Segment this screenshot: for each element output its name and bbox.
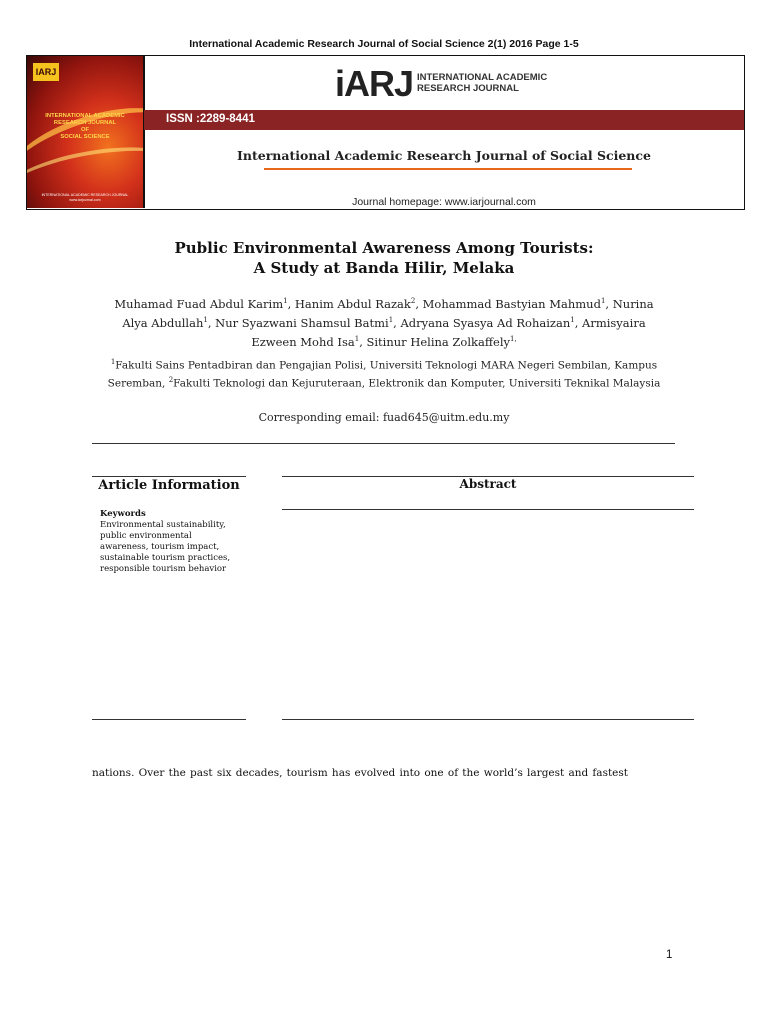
author-name: Mohammad Bastyian Mahmud: [422, 296, 601, 311]
affiliations: [96, 355, 672, 391]
issn-number: ISSN :2289-8441: [166, 113, 255, 125]
abstract-bottom-rule: [282, 719, 694, 720]
journal-name-underline: [264, 168, 632, 170]
keyword-line: responsible tourism behavior: [100, 564, 227, 574]
cover-title-line: OF: [80, 127, 90, 133]
issn-bar: [144, 110, 744, 130]
abstract-heading: Abstract: [459, 477, 517, 491]
author-list: [100, 293, 668, 349]
cover-footer-line: INTERNATIONAL ACADEMIC RESEARCH JOURNAL: [41, 193, 129, 197]
journal-homepage-link[interactable]: Journal homepage: www.iarjournal.com: [352, 196, 536, 208]
journal-masthead: [26, 55, 745, 210]
journal-name: International Academic Research Journal of Social Science: [237, 148, 651, 163]
author-separator: ,: [207, 315, 216, 330]
author-affiliation-mark: 1: [600, 297, 606, 305]
cover-title-line: INTERNATIONAL ACADEMIC: [45, 113, 125, 119]
author-name: Armisyaira Ezween Mohd Isa: [251, 315, 646, 349]
abstract-heading-rule: [282, 509, 694, 510]
affiliation-mark: 1: [110, 358, 116, 366]
author-name: Muhamad Fuad Abdul Karim: [114, 296, 284, 311]
cover-title-line: RESEARCH JOURNAL: [53, 120, 117, 126]
article-info-bottom-rule: [92, 719, 246, 720]
affiliation-text: Fakulti Teknologi dan Kejuruteraan, Elektronik dan Komputer, Universiti Teknikal Malaysia: [173, 377, 661, 390]
author-affiliation-mark: 1: [570, 315, 575, 324]
header-separator-rule: [92, 443, 675, 444]
keywords-label: Keywords: [100, 509, 146, 519]
article-title-line: Public Environmental Awareness Among Tourists:: [174, 239, 594, 257]
author-separator: ,: [359, 334, 367, 349]
author-affiliation-mark: 1: [354, 334, 360, 343]
article-info-heading: Article Information: [98, 478, 240, 493]
keyword-line: Environmental sustainability,: [100, 520, 226, 530]
author-affiliation-mark: 1: [283, 297, 288, 305]
page-number: 1: [666, 949, 673, 961]
corresponding-email: Corresponding email: fuad645@uitm.edu.my: [258, 411, 510, 424]
author-name: Nurina Alya Abdullah: [122, 296, 654, 330]
author-name: Adryana Syasya Ad Rohaizan: [400, 315, 571, 330]
masthead-divider: [143, 56, 145, 208]
keyword-line: sustainable tourism practices,: [100, 553, 231, 563]
author-affiliation-mark: 1: [388, 315, 394, 324]
keyword-line: awareness, tourism impact,: [100, 542, 220, 552]
author-affiliation-mark: 2: [410, 297, 416, 305]
author-name: Hanim Abdul Razak: [294, 296, 411, 311]
author-affiliation-mark: 1: [203, 315, 208, 324]
article-info-top-rule: [92, 476, 246, 477]
author-name: Sitinur Helina Zolkaffely: [366, 334, 510, 349]
author-name: Nur Syazwani Shamsul Batmi: [215, 315, 389, 330]
cover-footer: [31, 193, 139, 203]
body-text-line: nations. Over the past six decades, tourism has evolved into one of the world’s largest and fastest: [92, 767, 628, 779]
author-separator: ,: [574, 315, 583, 330]
affiliation-text: Fakulti Sains Pentadbiran dan Pengajian Polisi, Universiti Teknologi MARA Negeri Sembilan, Kampus Seremban,: [107, 359, 658, 390]
article-title: [90, 238, 678, 278]
cover-title: [31, 113, 139, 141]
cover-logo-icon: IARJ: [33, 63, 59, 81]
author-affiliation-mark: 1,: [510, 334, 517, 343]
logo-wordmark-line: RESEARCH JOURNAL: [417, 83, 519, 94]
pen-logo-icon: iARJ: [335, 63, 414, 104]
article-title-line: A Study at Banda Hilir, Melaka: [253, 259, 515, 277]
keywords-list: [100, 520, 260, 575]
logo-wordmark: [417, 72, 577, 94]
cover-title-line: SOCIAL SCIENCE: [60, 134, 110, 140]
logo-wordmark-line: INTERNATIONAL ACADEMIC: [417, 72, 548, 83]
author-separator: ,: [393, 315, 401, 330]
keyword-line: public environmental: [100, 531, 192, 541]
journal-cover-image: [27, 56, 143, 208]
running-header: International Academic Research Journal of Social Science 2(1) 2016 Page 1-5: [189, 38, 579, 50]
author-separator: ,: [287, 296, 295, 311]
author-separator: ,: [605, 296, 613, 311]
affiliation-mark: 2: [168, 376, 174, 384]
author-separator: ,: [415, 296, 423, 311]
cover-footer-line: www.iarjournal.com: [69, 198, 101, 202]
